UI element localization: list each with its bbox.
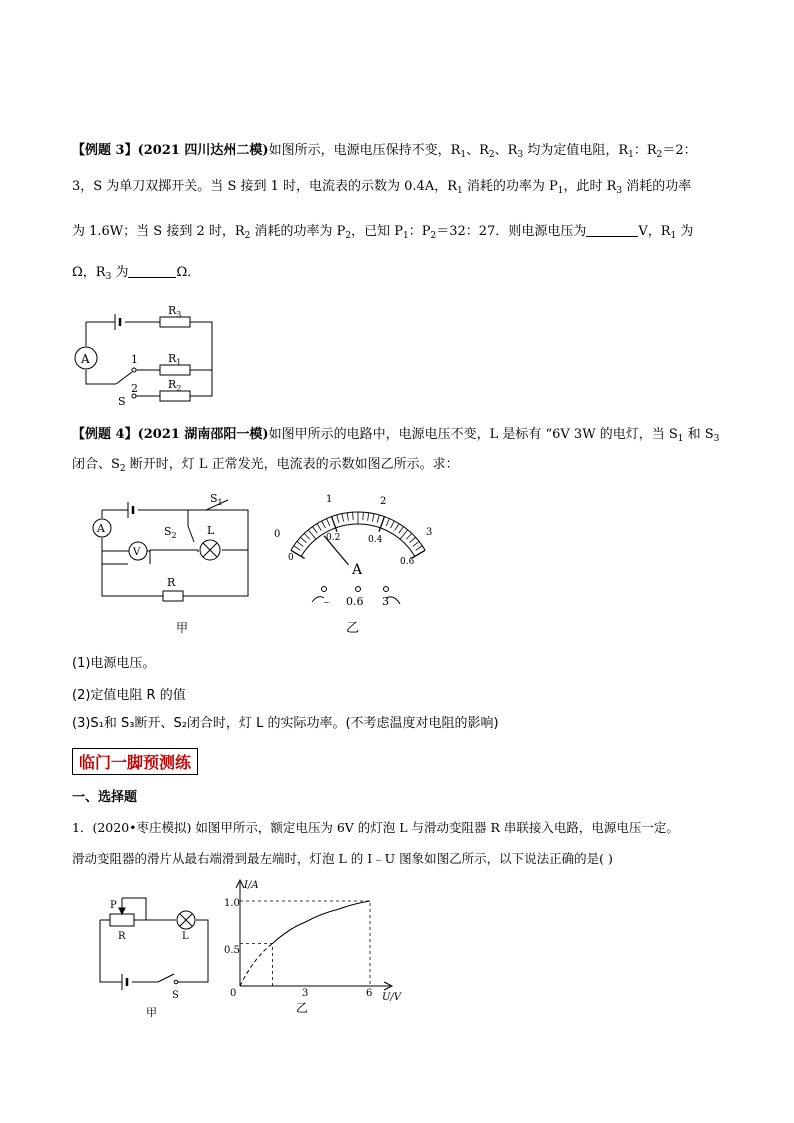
text: 为: [676, 224, 694, 239]
text: Ω．: [176, 265, 201, 280]
y-axis-label: I/A: [244, 880, 259, 891]
switch-blade: [116, 372, 132, 384]
bottom-tick-0.6: 0.6: [400, 557, 415, 567]
text: 为: [111, 265, 129, 280]
text: 均为定值电阻，R: [523, 143, 629, 158]
bottom-tick-0: 0: [288, 553, 294, 563]
sub: 3: [616, 186, 623, 196]
sub: 2: [656, 150, 663, 160]
dial-tick: [400, 530, 408, 539]
dial-tick: [308, 530, 316, 539]
terminal-0.6: [356, 587, 361, 592]
example3-line2: [72, 177, 691, 201]
dial-tick: [353, 512, 354, 520]
sub: 2: [345, 231, 352, 241]
terminal-label-minus: –: [324, 597, 329, 608]
dial-tick: [342, 514, 344, 522]
text: 闭合、S: [72, 457, 120, 472]
ammeter-dial: [268, 490, 448, 640]
example3-label: 【例题 3】: [72, 143, 138, 158]
sub: 2: [430, 231, 437, 241]
slider-arrow: [119, 908, 125, 914]
resistor-r3: [160, 317, 190, 327]
r3-label: $R_3$: [168, 304, 182, 319]
dial-tick: [372, 514, 374, 522]
top-tick-1: 1: [326, 494, 333, 505]
lamp-label: L: [182, 931, 189, 942]
resistor-r2: [160, 391, 190, 401]
guide-0.5: [240, 944, 273, 987]
sub: 1: [457, 186, 463, 196]
text: ：P: [408, 224, 431, 239]
dial-tick: [327, 519, 330, 526]
example3-line1: [72, 141, 697, 165]
dial-tick: [294, 546, 301, 551]
dial-tick: [304, 533, 310, 539]
question-3: (3)S₁和 S₃断开、S₂闭合时，灯 L 的实际功率。(不考虑温度对电阻的影响): [72, 716, 499, 731]
text: 和 S: [683, 427, 714, 442]
sub: 1: [403, 231, 409, 241]
slider-label: P: [110, 900, 117, 911]
s2-label: $S_2$: [164, 525, 177, 540]
text: 3，S 为单刀双掷开关。当 S 接到 1 时，电流表的示数为 0.4A，R: [72, 179, 457, 194]
switch-s2-blade: [188, 526, 194, 542]
dial-tick: [377, 515, 379, 523]
sub: 1: [628, 150, 634, 160]
dial-tick: [337, 515, 339, 523]
dial-tick: [395, 524, 399, 531]
iu-curve-series: [273, 901, 371, 944]
figure-caption-yi: 乙: [346, 621, 360, 636]
figure-caption-jia: 甲: [176, 621, 189, 635]
y-tick-1.0: 1.0: [224, 898, 240, 909]
dial-arc-line: [301, 524, 415, 556]
text: ＝32：27．则电源电压为: [436, 224, 587, 239]
text: ，已知 P: [351, 224, 404, 239]
sub: 1: [557, 186, 564, 196]
text: 消耗的功率: [622, 179, 692, 194]
terminal-label-0.6: 0.6: [346, 595, 364, 608]
resistor-r: [163, 591, 183, 601]
answer-blank-r3[interactable]: [128, 263, 176, 278]
top-tick-2: 2: [380, 496, 387, 507]
example3-line4: [72, 263, 200, 287]
dial-tick: [386, 519, 389, 526]
s1-label: $S_1$: [210, 492, 223, 507]
section-title: 临门一脚预测练: [72, 748, 198, 775]
y-tick-0.5: 0.5: [224, 945, 240, 956]
switch-blade: [158, 974, 174, 982]
text: 消耗的功率为 P: [462, 179, 558, 194]
dial-tick: [368, 513, 369, 521]
sub: 1: [460, 150, 467, 160]
rheostat-label: R: [118, 931, 126, 942]
circuit-diagram-4: [88, 490, 268, 640]
switch-label: S: [118, 395, 126, 408]
x-axis-label: U/V: [382, 992, 402, 1003]
text: V，R: [638, 224, 671, 239]
resistor-r1: [160, 365, 190, 375]
x-tick-6: 6: [366, 988, 373, 999]
circuit-diagram-q1: [92, 890, 222, 1020]
sub: 2: [488, 150, 495, 160]
text: 断开时，灯 L 正常发光，电流表的示数如图乙所示。求：: [125, 457, 459, 472]
dial-scale: [291, 512, 425, 558]
origin-label: 0: [230, 988, 237, 999]
top-tick-0: 0: [274, 529, 281, 540]
dial-tick: [363, 512, 364, 520]
text: 消耗的功率为 P: [250, 224, 346, 239]
example4-label: 【例题 4】: [72, 427, 138, 442]
terminal-minus: [322, 587, 327, 592]
dial-tick: [300, 537, 306, 542]
text: ＝2：: [662, 143, 697, 158]
example3-source: (2021 四川达州二模): [137, 143, 269, 158]
sub: 1: [677, 434, 684, 444]
text: ：R: [633, 143, 657, 158]
answer-blank-voltage[interactable]: [586, 222, 638, 237]
ammeter-label: A: [81, 352, 90, 366]
dial-tick: [317, 524, 321, 531]
dial-tick: [313, 527, 318, 534]
question-2: (2)定值电阻 R 的值: [72, 688, 186, 703]
terminal-label-3: 3: [382, 595, 389, 608]
voltmeter-label: V: [133, 547, 141, 558]
terminal-3: [384, 587, 389, 592]
figure-caption-yi-q1: 乙: [296, 1001, 309, 1015]
circuit-diagram-3: [70, 300, 230, 410]
text: 如图甲所示的电路中，电源电压不变，L 是标有 “6V 3W 的电灯，当 S: [268, 427, 678, 442]
text: 、R: [494, 143, 518, 158]
dial-tick: [391, 521, 395, 528]
q1-line1: 1．(2020•枣庄模拟) 如图甲所示，额定电压为 6V 的灯泡 L 与滑动变阻器 R 串联接入电路，电源电压一定。: [72, 820, 679, 835]
text: 为 1.6W；当 S 接到 2 时，R: [72, 224, 245, 239]
top-tick-3: 3: [426, 527, 433, 538]
text: 如图所示，电源电压保持不变，R: [268, 143, 461, 158]
sub: 3: [517, 150, 524, 160]
lamp-label: L: [207, 524, 215, 537]
switch-pos-1: 1: [131, 353, 138, 366]
bottom-tick-0.2: 0.2: [326, 533, 341, 543]
r2-label: $R_2$: [168, 378, 182, 393]
dial-tick: [406, 533, 412, 539]
dial-tick: [347, 513, 348, 521]
bottom-tick-0.4: 0.4: [368, 535, 383, 545]
question-1: (1)电源电压。: [72, 656, 156, 671]
sub: 3: [105, 272, 112, 282]
wire-left: [312, 597, 324, 602]
figure-caption-jia-q1: 甲: [146, 1006, 157, 1019]
switch-label: S: [172, 990, 179, 1001]
dial-tick: [413, 541, 419, 546]
r1-label: $R_1$: [168, 352, 182, 367]
dial-unit: A: [352, 562, 363, 578]
text: Ω，R: [72, 265, 106, 280]
example4-line1: [72, 425, 719, 449]
example3-line3: [72, 222, 693, 246]
example4-source: (2021 湖南邵阳一模): [137, 427, 269, 442]
dial-tick: [322, 521, 326, 528]
sub: 3: [713, 434, 720, 444]
sub: 1: [670, 231, 677, 241]
resistor-label: R: [167, 576, 176, 589]
subsection-title: 一、选择题: [72, 790, 138, 805]
iu-curve-extrapolation: [240, 944, 273, 987]
rheostat-r: [110, 914, 134, 926]
q1-line2: 滑动变阻器的滑片从最右端滑到最左端时，灯泡 L 的 I﹣U 图象如图乙所示，以下说法正确的是( ): [72, 851, 613, 866]
sub: 2: [244, 231, 251, 241]
dial-tick: [297, 541, 303, 546]
x-tick-3: 3: [302, 988, 309, 999]
text: ，此时 R: [563, 179, 617, 194]
switch-pos-2: 2: [131, 382, 138, 395]
dial-tick: [410, 537, 416, 542]
iu-chart: [210, 876, 410, 1016]
sub: 2: [119, 464, 126, 474]
example4-line2: [72, 455, 459, 479]
text: 、R: [466, 143, 489, 158]
ammeter-label: A: [97, 522, 105, 535]
dial-tick: [416, 546, 423, 551]
dial-tick: [399, 527, 404, 534]
